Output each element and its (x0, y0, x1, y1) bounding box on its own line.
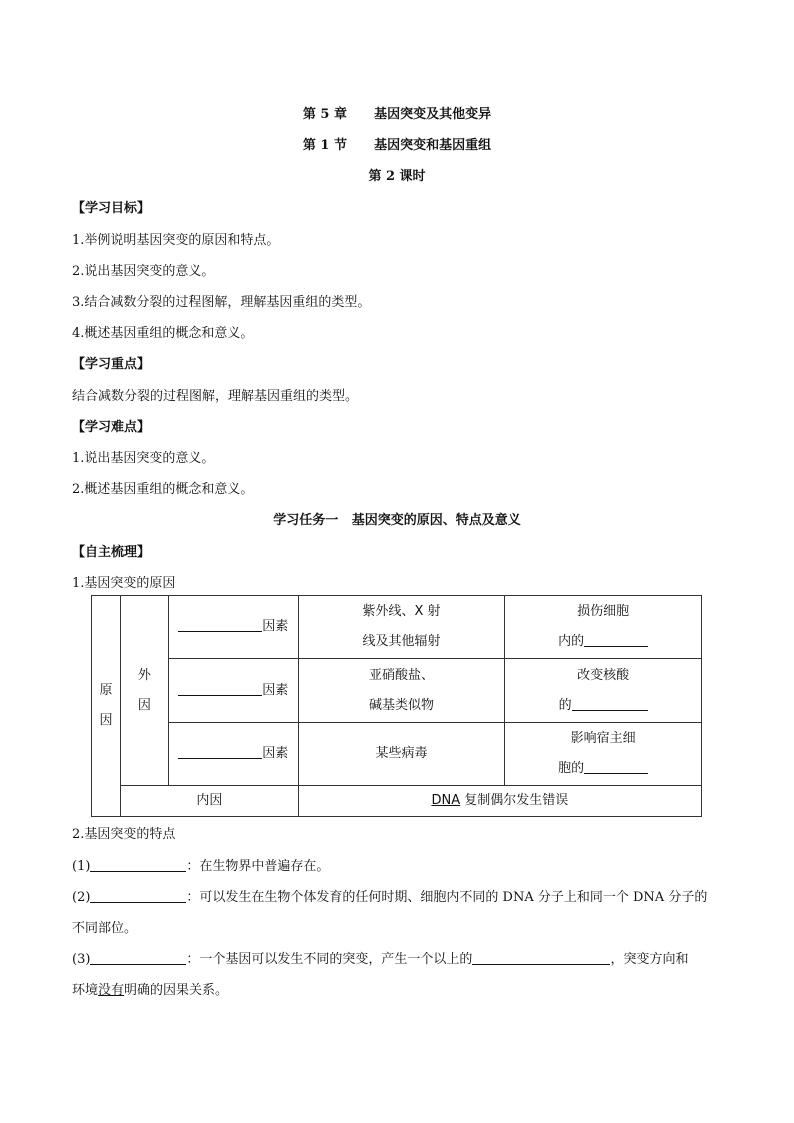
fill-blank[interactable] (178, 618, 262, 632)
fill-blank[interactable] (472, 951, 610, 965)
fill-blank[interactable] (90, 951, 186, 965)
self-study-heading: 【自主梳理】 (72, 545, 151, 560)
difficulty-item: 2.概述基因重组的概念和意义。 (72, 482, 254, 497)
fill-blank[interactable] (90, 889, 186, 903)
example-cell: 亚硝酸盐、 碱基类似物 (298, 659, 505, 723)
factor-cell: 因素 (168, 723, 298, 786)
fill-blank[interactable] (584, 633, 648, 647)
difficulty-item: 1.说出基因突变的意义。 (72, 451, 215, 466)
feature-item-cont: 环境没有明确的因果关系。 (72, 983, 229, 998)
fill-blank[interactable] (584, 760, 648, 774)
section-name: 基因突变和基因重组 (374, 138, 492, 153)
factor-cell: 因素 (168, 659, 298, 723)
objective-item: 3.结合减数分裂的过程图解，理解基因重组的类型。 (72, 295, 371, 310)
example-cell: 紫外线、X 射 线及其他辐射 (298, 596, 505, 659)
example-cell: 某些病毒 (298, 723, 505, 786)
section-title (0, 134, 794, 153)
table-row (92, 596, 702, 659)
task1-title: 学习任务一 基因突变的原因、特点及意义 (273, 513, 521, 528)
table-row (92, 659, 702, 723)
factor-cell: 因素 (168, 596, 298, 659)
effect-cell: 改变核酸 的 (505, 659, 702, 723)
features-heading: 2.基因突变的特点 (72, 827, 176, 842)
table-row (92, 723, 702, 786)
effect-cell: 损伤细胞 内的 (505, 596, 702, 659)
fill-blank[interactable] (178, 745, 262, 759)
objective-item: 4.概述基因重组的概念和意义。 (72, 326, 254, 341)
lesson-title: 第 2 课时 (368, 169, 426, 184)
objectives-heading: 【学习目标】 (72, 201, 151, 216)
difficulties-heading: 【学习难点】 (72, 420, 151, 435)
section-label: 第 1 节 (302, 138, 347, 153)
internal-cause-text: DNA 复制偶尔发生错误 (298, 786, 701, 817)
mutation-causes-table (91, 595, 702, 817)
feature-item-cont: 不同部位。 (72, 921, 138, 936)
objective-item: 1.举例说明基因突变的原因和特点。 (72, 233, 280, 248)
chapter-name: 基因突变及其他变异 (374, 107, 492, 122)
effect-cell: 影响宿主细 胞的 (505, 723, 702, 786)
key-points-heading: 【学习重点】 (72, 357, 151, 372)
causes-heading: 1.基因突变的原因 (72, 576, 176, 591)
external-cause-cell: 外 因 (120, 596, 168, 786)
objective-item: 2.说出基因突变的意义。 (72, 264, 215, 279)
fill-blank[interactable] (572, 697, 648, 711)
feature-item: (2) ：可以发生在生物个体发育的任何时期、细胞内不同的 DNA 分子上和同一个 DNA 分子的 (72, 890, 708, 905)
chapter-title (0, 103, 794, 122)
feature-item: (3) ：一个基因可以发生不同的突变，产生一个以上的 ，突变方向和 (72, 952, 689, 967)
chapter-label: 第 5 章 (302, 107, 347, 122)
feature-item: (1) ：在生物界中普遍存在。 (72, 859, 330, 874)
table-row (92, 786, 702, 817)
internal-cause-cell: 内因 (120, 786, 298, 817)
key-points-text: 结合减数分裂的过程图解，理解基因重组的类型。 (72, 389, 359, 404)
fill-blank[interactable] (90, 858, 186, 872)
fill-blank[interactable] (178, 682, 262, 696)
cause-label-cell: 原 因 (92, 596, 121, 817)
